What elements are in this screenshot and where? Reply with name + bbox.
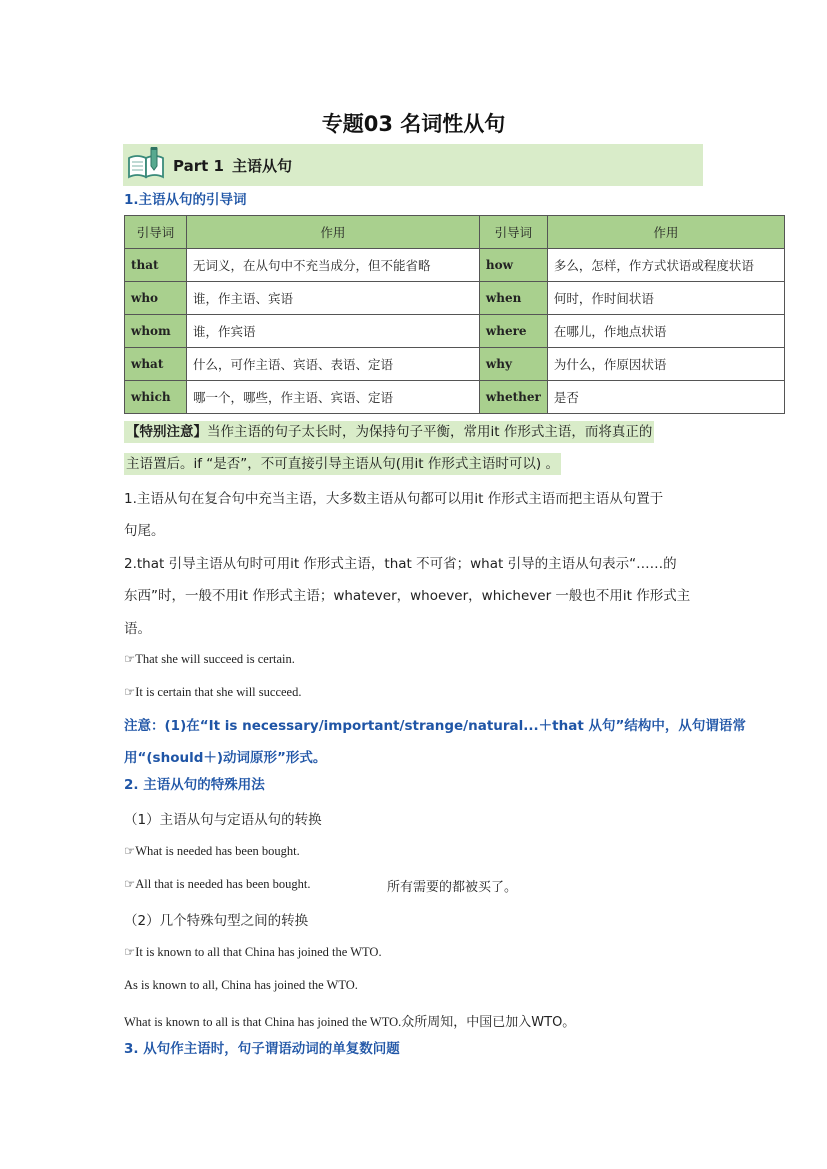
table-row (125, 315, 785, 348)
keyword-cell: whom (125, 315, 187, 348)
table-row (125, 381, 785, 414)
example-sentence: ☞That she will succeed is certain. (124, 652, 295, 666)
page-title: 专题03 名词性从句 (321, 112, 506, 136)
keyword-cell: where (479, 315, 547, 348)
table-row (125, 249, 785, 282)
description-cell: 谁，作宾语 (186, 315, 479, 348)
subheading-2: （2）几个特殊句型之间的转换 (124, 913, 309, 929)
keyword-cell: what (125, 348, 187, 381)
keyword-cell: why (479, 348, 547, 381)
part-name: 主语从句 (231, 157, 292, 175)
blue-note-line2: 用“(should＋)动词原形”形式。 (124, 750, 327, 766)
special-note-line1 (124, 421, 654, 443)
special-note-line2: 主语置后。if “是否”，不可直接引导主语从句(用it 作形式主语时可以) 。 (124, 453, 561, 475)
description-cell: 是否 (547, 381, 784, 414)
table-header: 作用 (547, 216, 784, 249)
keyword-cell: whether (479, 381, 547, 414)
paragraph-1-line2: 句尾。 (124, 523, 165, 539)
special-note-text: 当作主语的句子太长时，为保持句子平衡，常用it 作形式主语，而将真正的 (207, 424, 653, 440)
table-header: 引导词 (125, 216, 187, 249)
table-header-row (125, 216, 785, 249)
description-cell: 多么，怎样，作方式状语或程度状语 (547, 249, 784, 282)
paragraph-2-line1: 2.that 引导主语从句时可用it 作形式主语，that 不可省；what 引导的主语从句表示“……的 (124, 556, 677, 572)
section1-heading: 1.主语从句的引导词 (124, 192, 247, 208)
example-en: ☞All that is needed has been bought. (124, 877, 311, 891)
table-header: 作用 (186, 216, 479, 249)
table-header: 引导词 (479, 216, 547, 249)
example-sentence-with-translation (124, 1011, 575, 1030)
keyword-cell: who (125, 282, 187, 315)
example-sentence: ☞What is needed has been bought. (124, 844, 300, 858)
description-cell: 什么，可作主语、宾语、表语、定语 (186, 348, 479, 381)
section3-heading: 3. 从句作主语时，句子谓语动词的单复数问题 (124, 1041, 400, 1057)
example-sentence: ☞It is certain that she will succeed. (124, 685, 302, 699)
subheading-1: （1）主语从句与定语从句的转换 (124, 812, 322, 828)
example-zh: 众所周知，中国已加入WTO。 (401, 1015, 576, 1030)
example-sentence: As is known to all, China has joined the WTO. (124, 978, 358, 992)
paragraph-1-line1: 1.主语从句在复合句中充当主语，大多数主语从句都可以用it 作形式主语而把主语从句置于 (124, 491, 664, 507)
description-cell: 在哪儿，作地点状语 (547, 315, 784, 348)
part-title (173, 155, 292, 176)
book-pencil-icon (123, 144, 173, 186)
description-cell: 哪一个，哪些，作主语、宾语、定语 (186, 381, 479, 414)
paragraph-2-line3: 语。 (124, 621, 151, 637)
section2-heading: 2. 主语从句的特殊用法 (124, 777, 265, 793)
example-zh: 所有需要的都被买了。 (387, 880, 518, 895)
table-row (125, 348, 785, 381)
example-sentence-with-translation (124, 876, 518, 895)
description-cell: 为什么，作原因状语 (547, 348, 784, 381)
example-sentence: ☞It is known to all that China has joined the WTO. (124, 945, 382, 959)
description-cell: 谁，作主语、宾语 (186, 282, 479, 315)
paragraph-2-line2: 东西”时，一般不用it 作形式主语；whatever，whoever，whichever 一般也不用it 作形式主 (124, 588, 691, 604)
blue-note-line1: 注意：(1)在“It is necessary/important/strange/natural...＋that 从句”结构中，从句谓语常 (124, 718, 746, 734)
keyword-cell: which (125, 381, 187, 414)
table-row (125, 282, 785, 315)
part-banner (123, 144, 703, 186)
keyword-cell: how (479, 249, 547, 282)
introducer-table (124, 215, 785, 414)
description-cell: 何时，作时间状语 (547, 282, 784, 315)
special-note-label: 【特别注意】 (126, 424, 207, 440)
part-number: Part 1 (173, 157, 224, 175)
keyword-cell: when (479, 282, 547, 315)
description-cell: 无词义，在从句中不充当成分，但不能省略 (186, 249, 479, 282)
keyword-cell: that (125, 249, 187, 282)
example-en: What is known to all is that China has joined the WTO. (124, 1015, 402, 1029)
